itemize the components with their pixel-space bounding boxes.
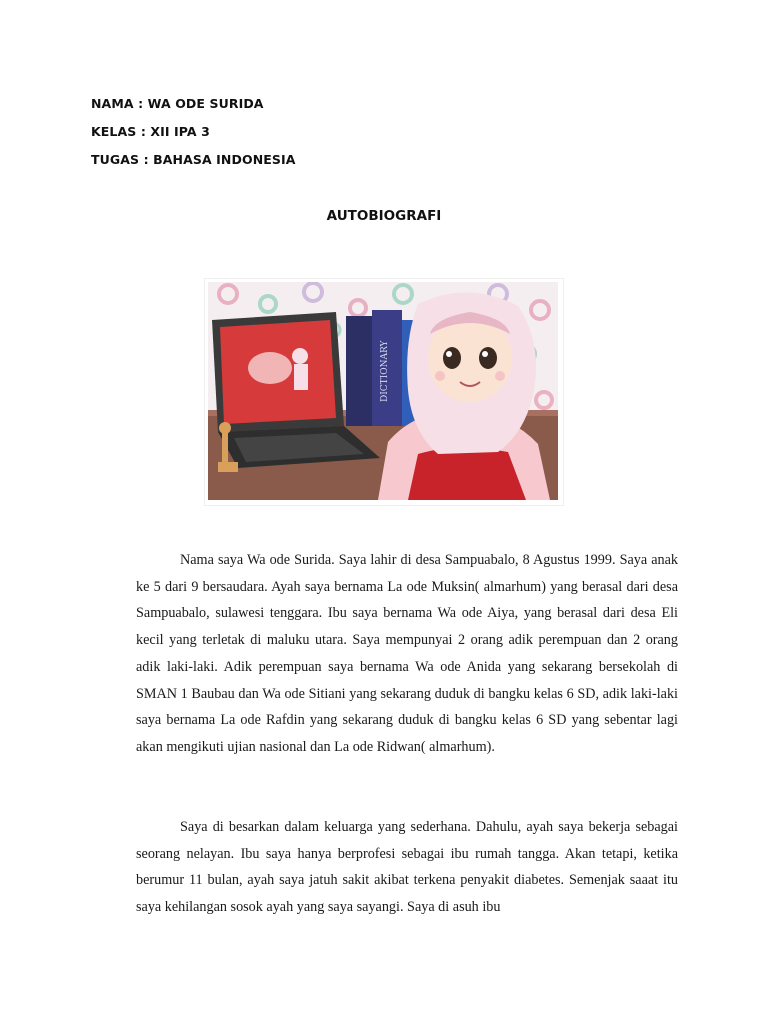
paragraph-2: Saya di besarkan dalam keluarga yang sederhana. Dahulu, ayah saya bekerja sebagai seorang nelayan. Ibu saya hanya berprofesi sebagai ibu rumah tangga. Akan tetapi, ketika berumur 11 bulan, ayah saya jatuh sakit akibat terkena penyakit diabetes. Semenjak saaat itu saya kehilangan sosok ayah yang saya sayangi. Saya di asuh ibu	[136, 819, 678, 916]
paragraph-1: Nama saya Wa ode Surida. Saya lahir di desa Sampuabalo, 8 Agustus 1999. Saya anak ke 5 dari 9 bersaudara. Ayah saya bernama La ode Muksin( almarhum) yang berasal dari desa Sampuabalo, sulawesi tenggara. Ibu saya bernama Wa ode Aiya, yang berasal dari desa Eli kecil yang terletak di maluku utara. Saya mempunyai 2 orang adik perempuan dan 2 orang adik laki-laki. Adik perempuan saya bernama Wa ode Anida yang sekarang bersekolah di SMAN 1 Baubau dan Wa ode Sitiani yang sekarang duduk di bangku kelas 6 SD, adik laki-laki saya bernama La ode Rafdin yang sekarang duduk di bangku kelas 6 SD yang sebentar lagi akan mengikuti ujian nasional dan La ode Ridwan( almarhum).	[136, 552, 678, 755]
assignment-subject: TUGAS : BAHASA INDONESIA	[91, 152, 296, 167]
student-name: NAMA : WA ODE SURIDA	[91, 96, 264, 111]
book-spine-text: DICTIONARY	[380, 340, 390, 402]
illustration-drawing	[208, 282, 558, 500]
document-title: AUTOBIOGRAFI	[326, 208, 442, 224]
illustration	[204, 278, 564, 506]
student-class: KELAS : XII IPA 3	[91, 124, 210, 139]
